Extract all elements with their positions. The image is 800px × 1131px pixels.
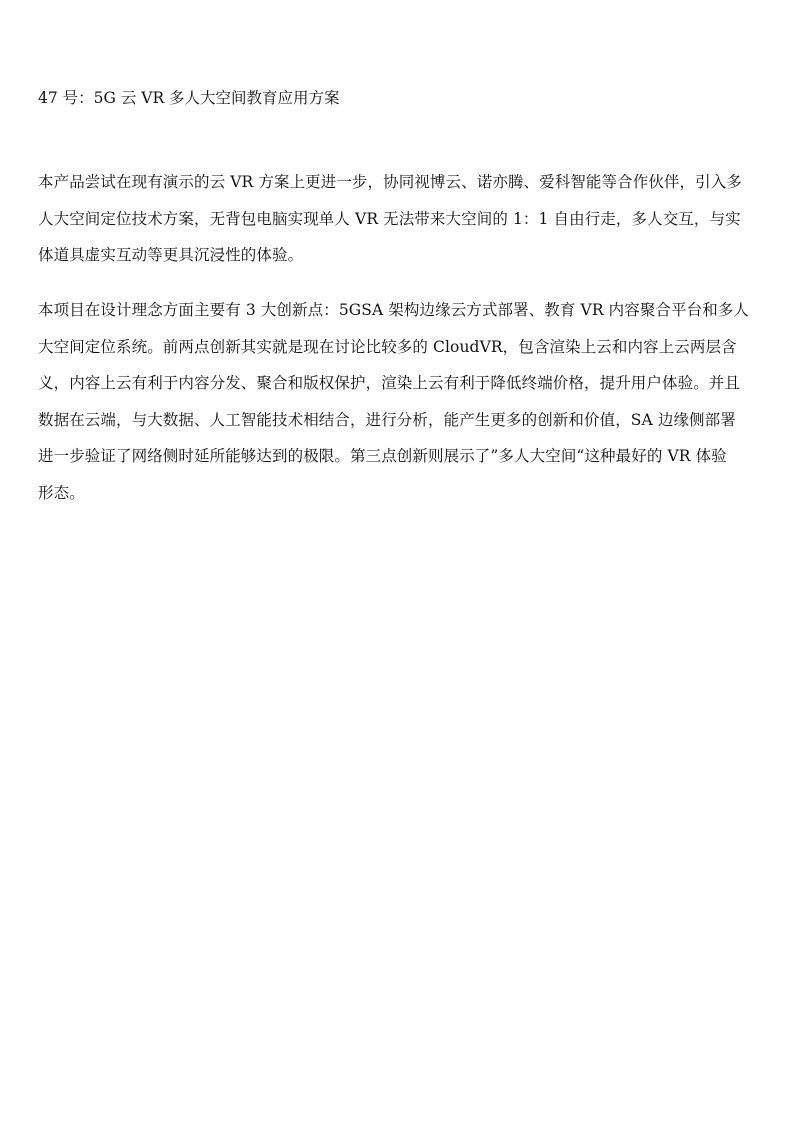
paragraph-product-intro [38, 164, 762, 274]
paragraph-line: 进一步验证了网络侧时延所能够达到的极限。第三点创新则展示了”多人大空间“这种最好的 VR 体验 [38, 447, 727, 465]
document-title: 47 号：5G 云 VR 多人大空间教育应用方案 [38, 89, 340, 107]
paragraph-line: 数据在云端，与大数据、人工智能技术相结合，进行分析，能产生更多的创新和价值，SA 边缘侧部署 [38, 410, 736, 429]
paragraph-line: 义，内容上云有利于内容分发、聚合和版权保护，渲染上云有利于降低终端价格，提升用户体验。并且 [38, 374, 741, 392]
paragraph-line: 形态。 [38, 483, 85, 502]
paragraph-line: 本项目在设计理念方面主要有 3 大创新点：5GSA 架构边缘云方式部署、教育 VR 内容聚合平台和多人 [38, 301, 750, 319]
paragraph-innovation-points [38, 292, 762, 511]
paragraph-line: 人大空间定位技术方案，无背包电脑实现单人 VR 无法带来大空间的 1：1 自由行走，多人交互，与实 [38, 209, 741, 228]
paragraph-line: 体道具虚实互动等更具沉浸性的体验。 [38, 246, 304, 264]
paragraph-line: 本产品尝试在现有演示的云 VR 方案上更进一步，协同视博云、诺亦腾、爱科智能等合作伙伴，引入多 [38, 173, 742, 191]
paragraph-line: 大空间定位系统。前两点创新其实就是现在讨论比较多的 CloudVR，包含渲染上云和内容上云两层含 [38, 337, 737, 356]
